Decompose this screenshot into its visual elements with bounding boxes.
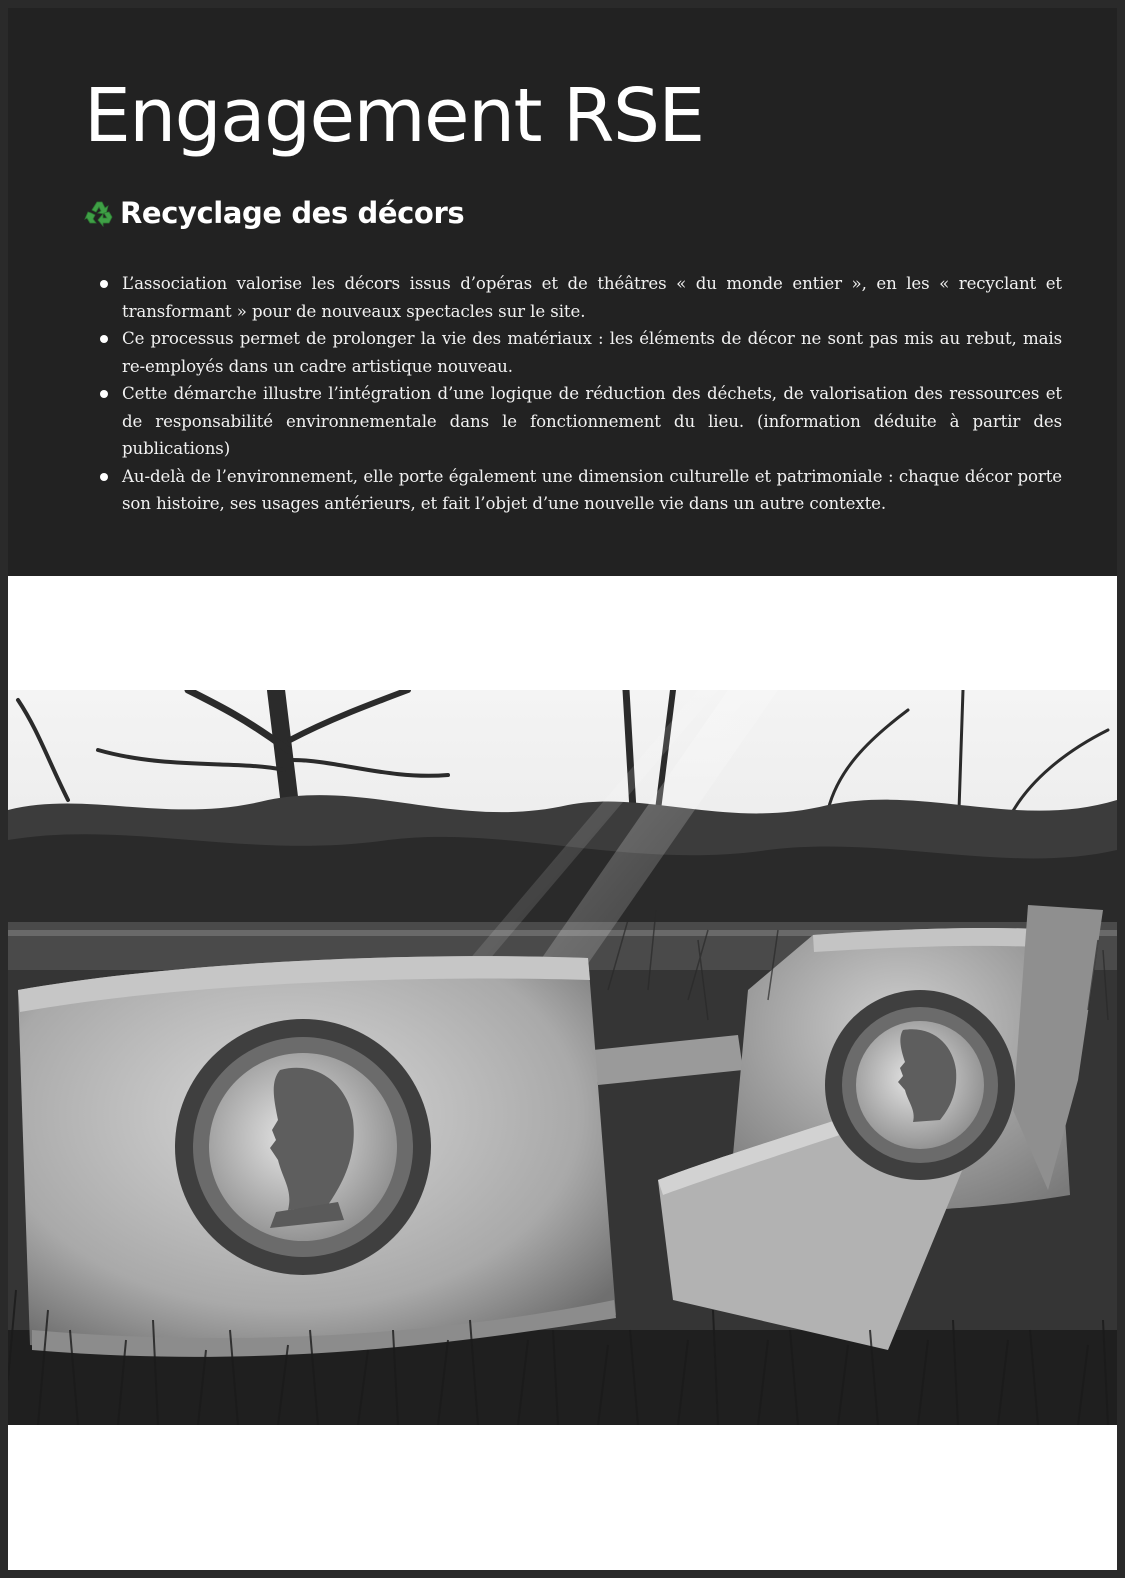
- garden-planters-photo: [8, 690, 1117, 1425]
- section-heading: [84, 196, 464, 231]
- list-item: Ce processus permet de prolonger la vie des matériaux : les éléments de décor ne sont pas mis au rebut, mais re-employés dans un cadre artistique nouveau.: [122, 325, 1062, 380]
- bullet-list: [96, 270, 1062, 518]
- page-title: Engagement RSE: [84, 73, 704, 159]
- list-item: Au-delà de l’environnement, elle porte également une dimension culturelle et patrimoniale : chaque décor porte son histoire, ses usages antérieurs, et fait l’objet d’une nouvelle vie dans un autre contexte.: [122, 463, 1062, 518]
- recycle-icon: [84, 197, 116, 229]
- section-heading-text: Recyclage des décors: [120, 196, 465, 230]
- header-section: [8, 8, 1117, 576]
- document-page: [8, 8, 1117, 1570]
- list-item: Cette démarche illustre l’intégration d’une logique de réduction des déchets, de valorisation des ressources et de responsabilité environnementale dans le fonctionnement du lieu. (information déduite à partir des publications): [122, 380, 1062, 463]
- list-item: L’association valorise les décors issus d’opéras et de théâtres « du monde entier », en les « recyclant et transformant » pour de nouveaux spectacles sur le site.: [122, 270, 1062, 325]
